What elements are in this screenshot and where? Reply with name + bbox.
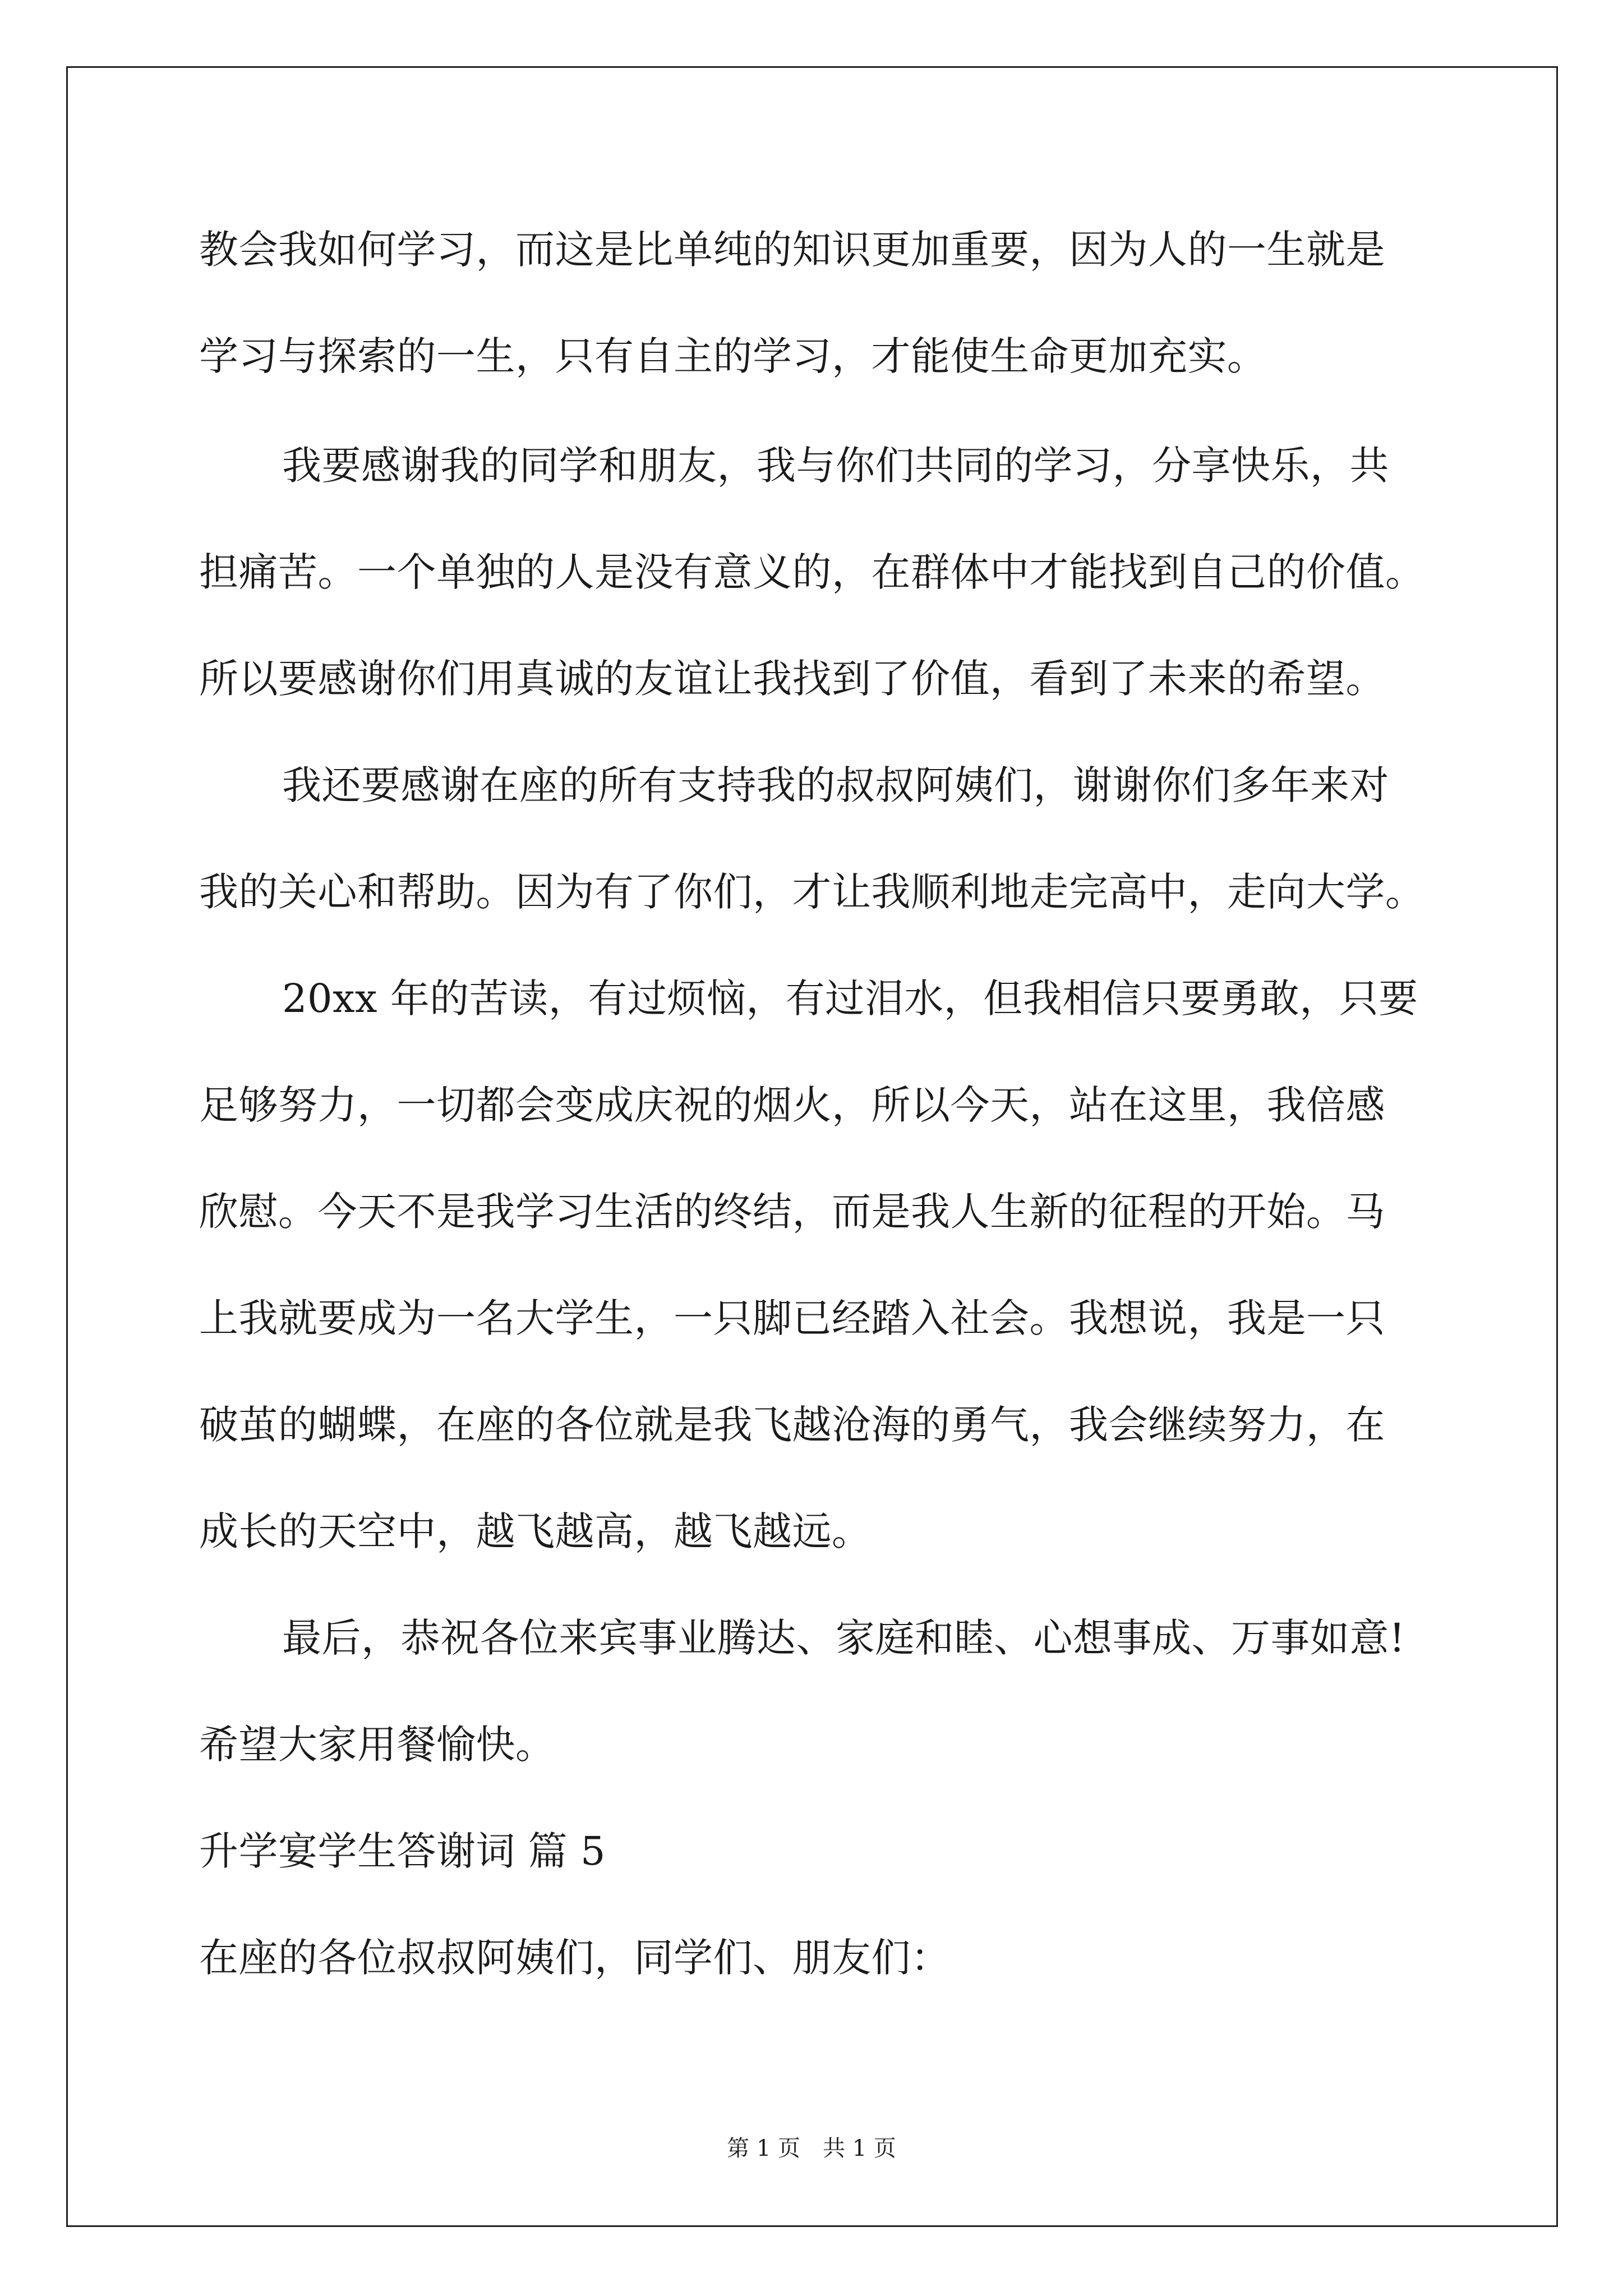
page-footer: 第 1 页 共 1 页 [727,2136,896,2161]
text-line: 教会我如何学习，而这是比单纯的知识更加重要，因为人的一生就是 [199,227,1385,273]
text-line: 破茧的蝴蝶，在座的各位就是我飞越沧海的勇气，我会继续努力，在 [199,1402,1385,1448]
paragraph-first-line: 我要感谢我的同学和朋友，我与你们共同的学习，分享快乐，共 [282,443,1389,489]
paragraph-first-line: 20xx 年的苦读，有过烦恼，有过泪水，但我相信只要勇敢，只要 [282,976,1418,1022]
text-line: 所以要感谢你们用真诚的友谊让我找到了价值，看到了未来的希望。 [199,656,1385,702]
text-line: 学习与探索的一生，只有自主的学习，才能使生命更加充实。 [199,333,1267,379]
text-line: 欣慰。今天不是我学习生活的终结，而是我人生新的征程的开始。马 [199,1189,1385,1235]
salutation-line: 在座的各位叔叔阿姨们，同学们、朋友们： [199,1935,951,1981]
text-line: 担痛苦。一个单独的人是没有意义的，在群体中才能找到自己的价值。 [199,549,1425,595]
section-heading: 升学宴学生答谢词 篇 5 [199,1828,606,1874]
text-line: 成长的天空中，越飞越高，越飞越远。 [199,1508,872,1554]
paragraph-first-line: 最后，恭祝各位来宾事业腾达、家庭和睦、心想事成、万事如意! [282,1615,1405,1661]
text-line: 希望大家用餐愉快。 [199,1722,555,1768]
text-line: 我的关心和帮助。因为有了你们，才让我顺利地走完高中，走向大学。 [199,869,1425,915]
paragraph-first-line: 我还要感谢在座的所有支持我的叔叔阿姨们，谢谢你们多年来对 [282,762,1389,808]
text-line: 上我就要成为一名大学生，一只脚已经踏入社会。我想说，我是一只 [199,1295,1385,1341]
page-border [66,66,1558,2227]
text-line: 足够努力，一切都会变成庆祝的烟火，所以今天，站在这里，我倍感 [199,1082,1385,1128]
